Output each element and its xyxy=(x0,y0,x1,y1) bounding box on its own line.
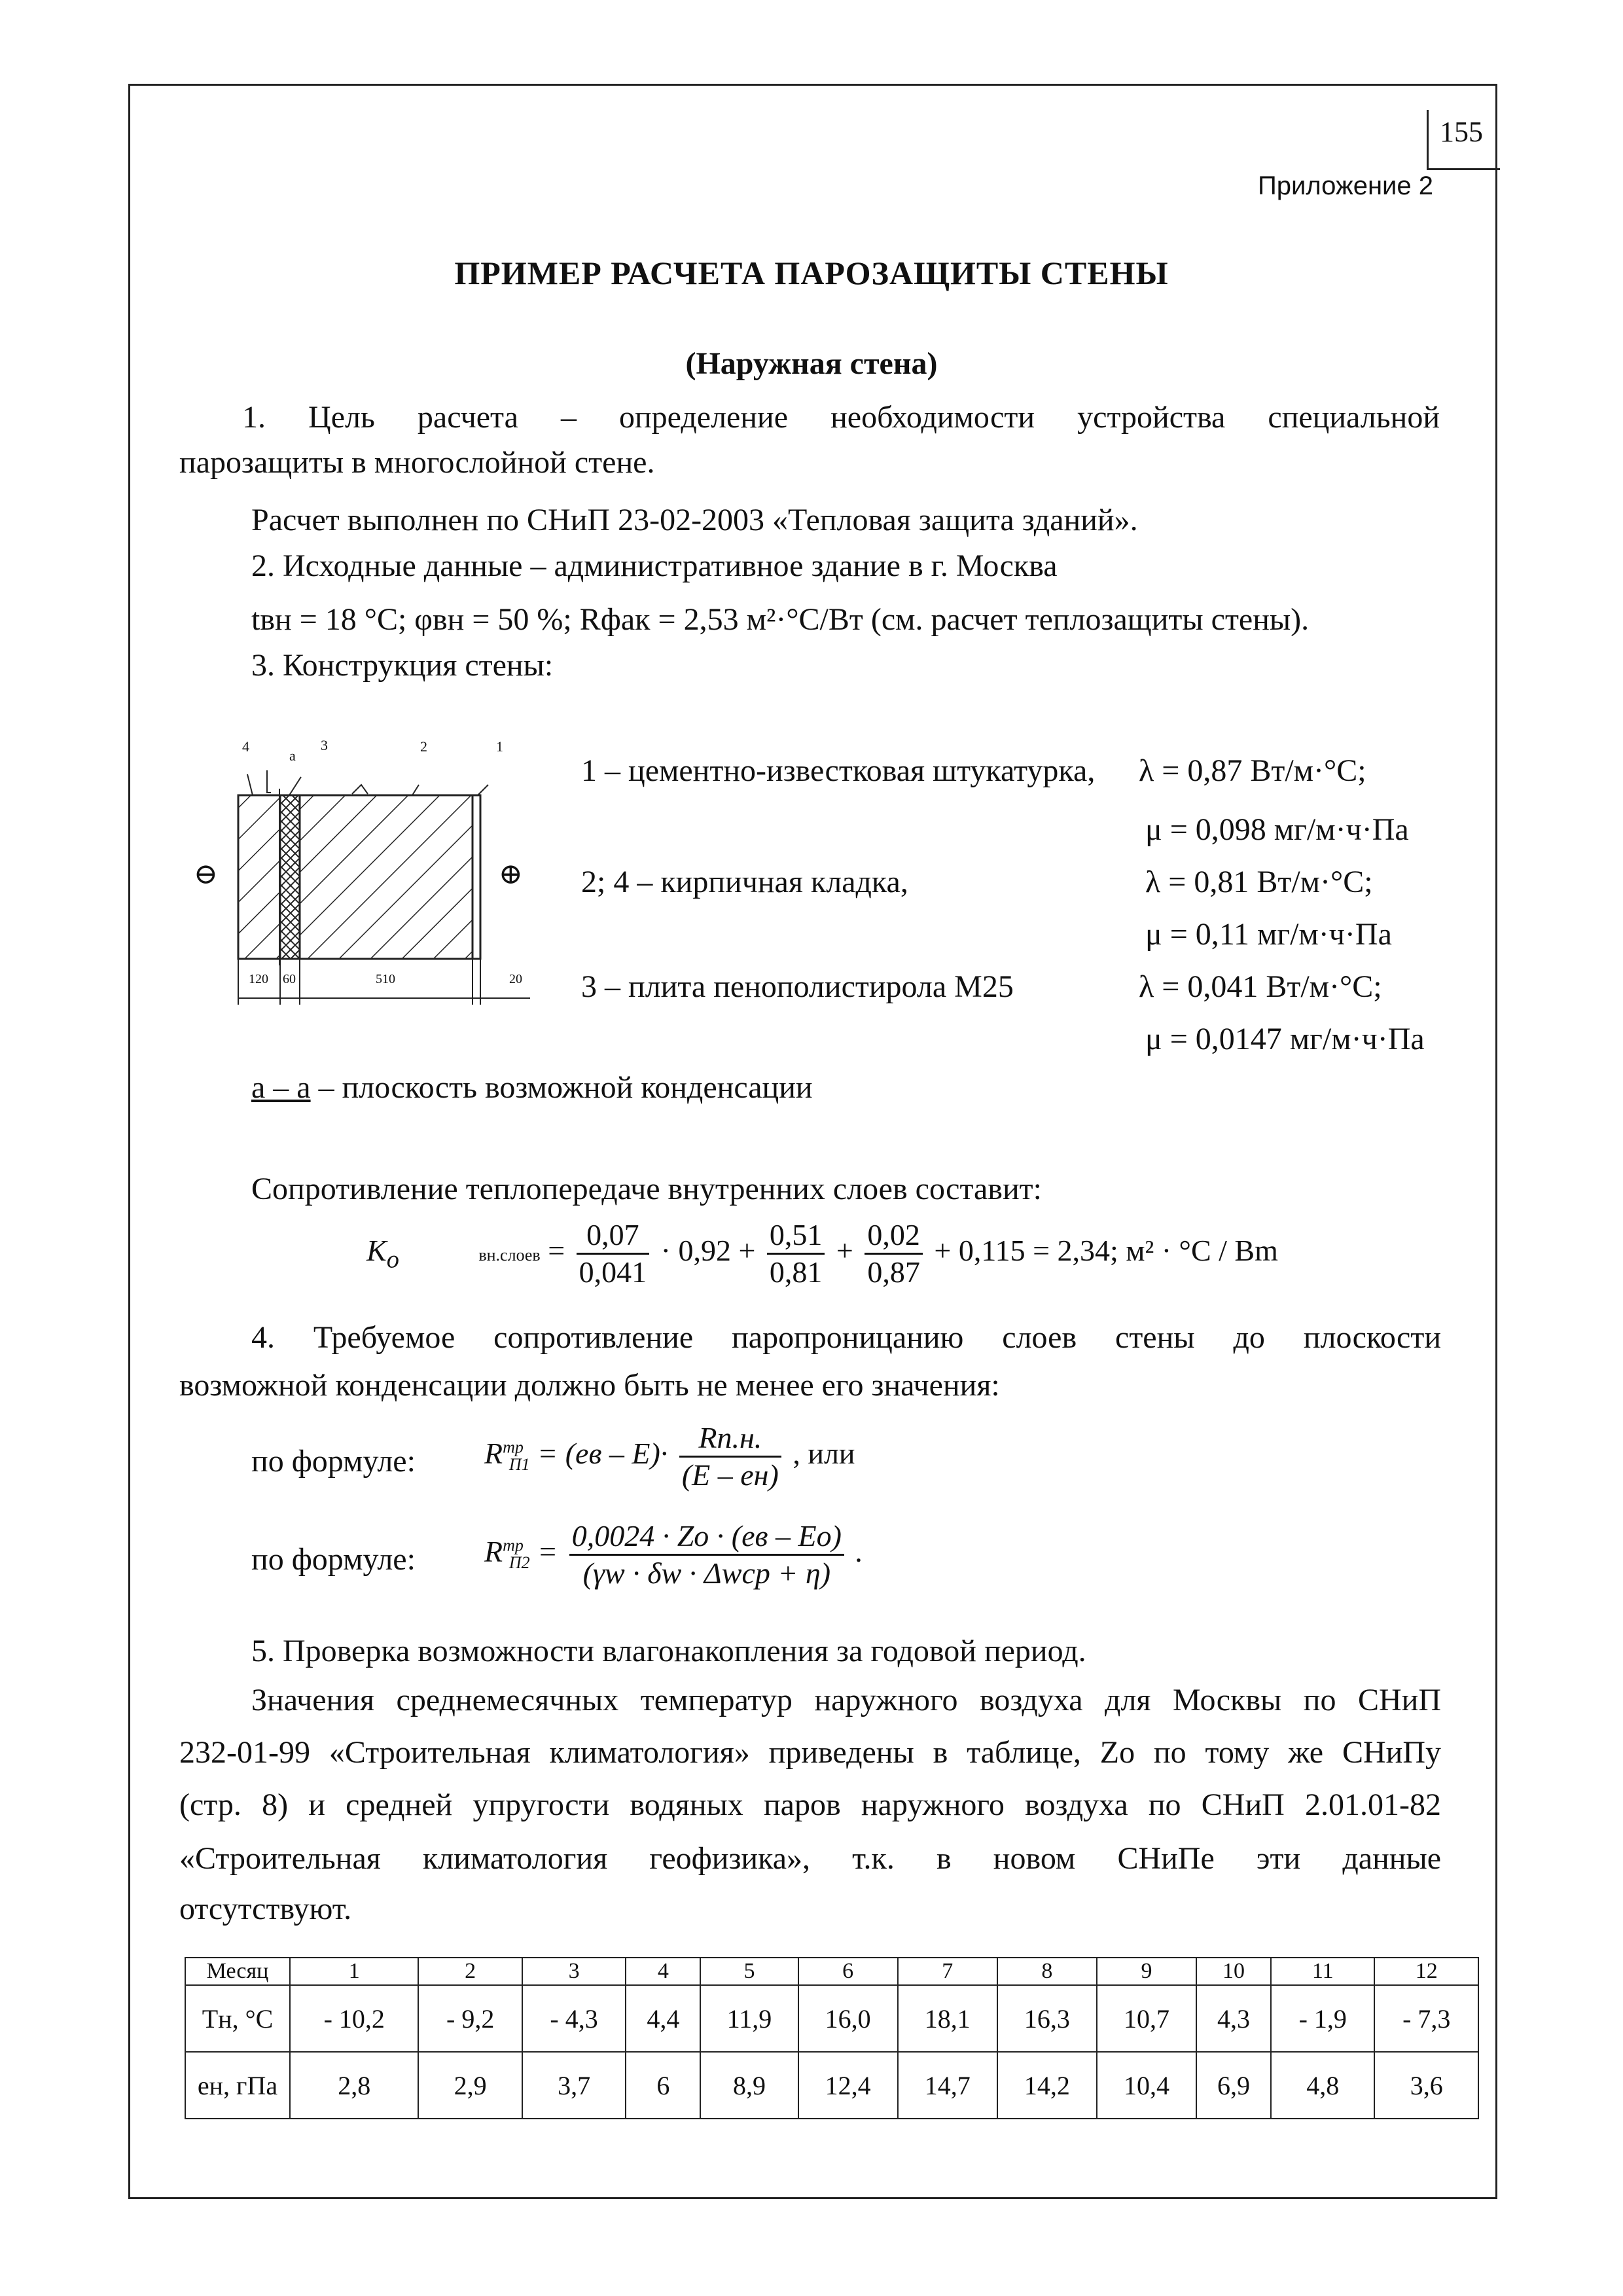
layer-1-plaster xyxy=(473,795,480,959)
table-cell: 3,7 xyxy=(522,2052,626,2119)
appendix-label: Приложение 2 xyxy=(1258,171,1433,200)
month-10: 10 xyxy=(1196,1958,1271,1985)
table-cell: 14,7 xyxy=(898,2052,997,2119)
table-cell: 4,8 xyxy=(1271,2052,1374,2119)
month-1: 1 xyxy=(290,1958,418,1985)
wall-section-diagram xyxy=(190,730,543,1011)
k-plus: + xyxy=(836,1234,853,1268)
by-formula-1: по формуле: xyxy=(251,1444,416,1479)
row-label-temperature: Tн, °С xyxy=(185,1985,290,2052)
dim-20: 20 xyxy=(509,972,522,986)
dim-60: 60 xyxy=(283,972,296,986)
page-title: ПРИМЕР РАСЧЕТА ПАРОЗАЩИТЫ СТЕНЫ xyxy=(454,255,1169,291)
resistance-heading: Сопротивление теплопередаче внутренних слоев составит: xyxy=(251,1172,1042,1206)
layer-2-lambda: λ = 0,81 Вт/м·°С; xyxy=(1145,865,1373,899)
rp1-sup: тр xyxy=(503,1437,524,1457)
page-number: 155 xyxy=(1440,116,1483,148)
minus-sign-icon: ⊖ xyxy=(194,858,218,890)
fraction-1-num: 0,07 xyxy=(577,1217,650,1255)
rp2-sub: П2 xyxy=(508,1553,530,1573)
formula-rp2 xyxy=(484,1518,863,1591)
fraction-3-num: 0,02 xyxy=(865,1217,923,1255)
plane-aa-label: а – а xyxy=(251,1070,311,1105)
rp2-sup: тр xyxy=(503,1535,524,1555)
table-cell: 2,8 xyxy=(290,2052,418,2119)
section-4-line-2: возможной конденсации должно быть не менее его значения: xyxy=(179,1368,1000,1403)
month-2: 2 xyxy=(418,1958,522,1985)
layer-3-lambda: λ = 0,041 Вт/м·°С; xyxy=(1139,969,1382,1004)
section-5-line-6: отсутствуют. xyxy=(179,1892,352,1926)
formula-rp1 xyxy=(484,1420,855,1493)
table-cell: 8,9 xyxy=(700,2052,798,2119)
layer-2-mu: μ = 0,11 мг/м·ч·Па xyxy=(1145,917,1392,952)
month-7: 7 xyxy=(898,1958,997,1985)
intro-p5: 3. Конструкция стены: xyxy=(251,648,554,683)
month-9: 9 xyxy=(1097,1958,1196,1985)
plane-aa-text: – плоскость возможной конденсации xyxy=(310,1070,813,1105)
table-cell: 11,9 xyxy=(700,1985,798,2052)
month-3: 3 xyxy=(522,1958,626,1985)
rp1-num: Rп.н. xyxy=(679,1420,781,1458)
k-subscript: o xyxy=(386,1246,399,1274)
rp2-num: 0,0024 · Zo · (eв – Eo) xyxy=(569,1518,844,1556)
fraction-2-den: 0,81 xyxy=(769,1255,823,1289)
table-cell: 6 xyxy=(626,2052,700,2119)
rp1-or: , или xyxy=(793,1437,855,1471)
rp2-fraction xyxy=(569,1518,844,1591)
diagram-label-4: 4 xyxy=(242,738,249,755)
table-cell: 12,4 xyxy=(798,2052,898,2119)
table-cell: 14,2 xyxy=(997,2052,1097,2119)
table-cell: - 9,2 xyxy=(418,1985,522,2052)
month-6: 6 xyxy=(798,1958,898,1985)
intro-p3: 2. Исходные данные – административное здание в г. Москва xyxy=(251,548,1058,583)
table-cell: - 10,2 xyxy=(290,1985,418,2052)
diagram-label-a: а xyxy=(289,747,296,764)
k-equals: = xyxy=(548,1234,565,1268)
table-cell: 18,1 xyxy=(898,1985,997,2052)
table-cell: - 4,3 xyxy=(522,1985,626,2052)
section-5-line-2: Значения среднемесячных температур наружного воздуха для Москвы по СНиП xyxy=(251,1683,1441,1717)
table-cell: 6,9 xyxy=(1196,2052,1271,2119)
table-cell: 2,9 xyxy=(418,2052,522,2119)
table-cell: 10,4 xyxy=(1097,2052,1196,2119)
k-layers-label: вн.слоев xyxy=(478,1246,541,1265)
diagram-label-3: 3 xyxy=(321,737,328,753)
section-5-line-4: (стр. 8) и средней упругости водяных паров наружного воздуха по СНиП 2.01.01-82 xyxy=(179,1787,1441,1822)
table-row xyxy=(185,1985,1478,2052)
k-mid-1: · 0,92 + xyxy=(660,1234,756,1268)
plane-aa-caption xyxy=(251,1069,813,1105)
month-11: 11 xyxy=(1271,1958,1374,1985)
month-12: 12 xyxy=(1374,1958,1478,1985)
layer-2-brick xyxy=(300,795,473,959)
table-row xyxy=(185,2052,1478,2119)
table-cell: 10,7 xyxy=(1097,1985,1196,2052)
k-symbol: K xyxy=(366,1234,387,1268)
intro-p1-line2: парозащиты в многослойной стене. xyxy=(179,445,655,480)
rp1-den: (E – eн) xyxy=(681,1458,779,1492)
table-cell: - 1,9 xyxy=(1271,1985,1374,2052)
layer-3-mu: μ = 0,0147 мг/м·ч·Па xyxy=(1145,1022,1425,1056)
rp2-den: (γw · δw · Δwср + η) xyxy=(582,1556,831,1590)
section-4-line-1: 4. Требуемое сопротивление паропроницанию слоев стены до плоскости xyxy=(251,1320,1441,1355)
fraction-2-num: 0,51 xyxy=(767,1217,825,1255)
diagram-label-2: 2 xyxy=(420,738,427,755)
intro-p1-line1: 1. Цель расчета – определение необходимости устройства специальной xyxy=(242,400,1440,435)
by-formula-2: по формуле: xyxy=(251,1542,416,1577)
intro-p2: Расчет выполнен по СНиП 23-02-2003 «Тепловая защита зданий». xyxy=(251,503,1138,537)
page-subtitle: (Наружная стена) xyxy=(685,346,938,381)
table-cell: 16,0 xyxy=(798,1985,898,2052)
intro-p4: tвн = 18 °С; φвн = 50 %; Rфак = 2,53 м²·°С/Вт (см. расчет теплозащиты стены). xyxy=(251,602,1310,637)
table-cell: 4,4 xyxy=(626,1985,700,2052)
rp1-sub: П1 xyxy=(508,1455,530,1475)
month-4: 4 xyxy=(626,1958,700,1985)
layer-1-lambda: λ = 0,87 Вт/м·°С; xyxy=(1139,753,1366,788)
section-5-line-1: 5. Проверка возможности влагонакопления за годовой период. xyxy=(251,1634,1086,1668)
rp2-end: . xyxy=(855,1535,863,1569)
fraction-1 xyxy=(577,1217,650,1290)
k-tail: + 0,115 = 2,34; м² · °C / Bm xyxy=(934,1234,1278,1268)
diagram-label-1: 1 xyxy=(496,738,503,755)
plus-sign-icon: ⊕ xyxy=(499,858,523,890)
fraction-2 xyxy=(767,1217,825,1290)
month-5: 5 xyxy=(700,1958,798,1985)
layer-3-name: 3 – плита пенополистирола М25 xyxy=(581,969,1014,1004)
rp1-symbol: R xyxy=(484,1437,503,1471)
dim-510: 510 xyxy=(376,972,395,986)
table-cell: - 7,3 xyxy=(1374,1985,1478,2052)
table-cell: 16,3 xyxy=(997,1985,1097,2052)
layer-1-mu: μ = 0,098 мг/м·ч·Па xyxy=(1145,812,1409,847)
table-header-row xyxy=(185,1958,1478,1985)
rp1-mid: = (eв – E)· xyxy=(537,1437,668,1471)
table-cell: 4,3 xyxy=(1196,1985,1271,2052)
rp1-fraction xyxy=(679,1420,781,1493)
rp2-equals: = xyxy=(537,1535,558,1569)
resistance-formula xyxy=(366,1217,1278,1290)
section-5-line-5: «Строительная климатология геофизика», т.к. в новом СНиПе эти данные xyxy=(179,1841,1441,1876)
table-header-cell: Месяц xyxy=(185,1958,290,1985)
table-cell: 3,6 xyxy=(1374,2052,1478,2119)
layer-3-insulation xyxy=(280,795,300,959)
fraction-3-den: 0,87 xyxy=(867,1255,920,1289)
section-5-line-3: 232-01-99 «Строительная климатология» приведены в таблице, Zo по тому же СНиПу xyxy=(179,1735,1441,1770)
rp2-symbol: R xyxy=(484,1535,503,1569)
row-label-vapor-pressure: eн, гПа xyxy=(185,2052,290,2119)
layer-1-name: 1 – цементно-известковая штукатурка, xyxy=(581,753,1096,788)
fraction-3 xyxy=(865,1217,923,1290)
dim-120: 120 xyxy=(249,972,268,986)
layer-4-brick xyxy=(238,795,280,959)
climate-table xyxy=(185,1957,1479,2119)
month-8: 8 xyxy=(997,1958,1097,1985)
layer-2-name: 2; 4 – кирпичная кладка, xyxy=(581,865,908,899)
fraction-1-den: 0,041 xyxy=(579,1255,647,1289)
